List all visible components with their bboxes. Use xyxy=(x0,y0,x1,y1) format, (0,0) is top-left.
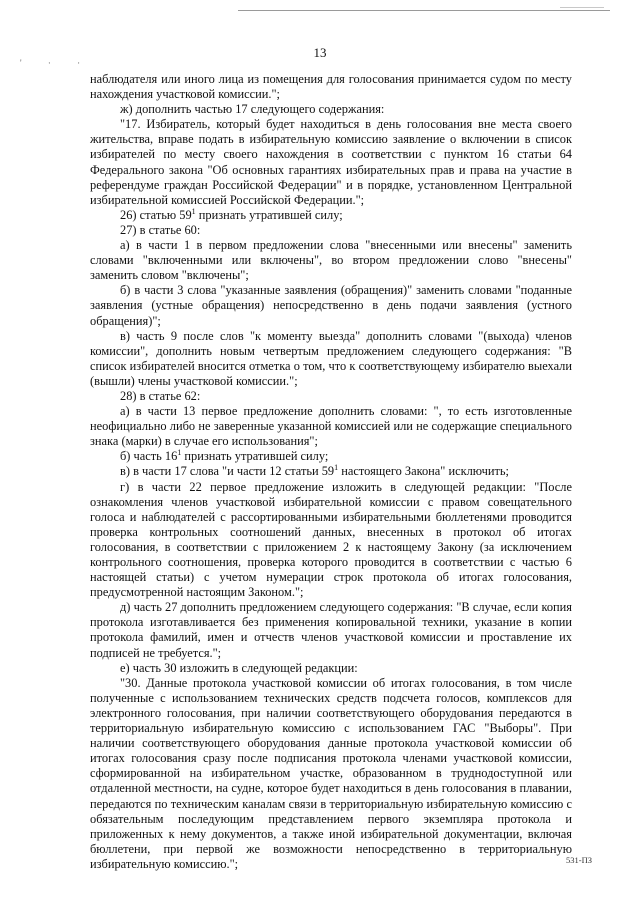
item-26-tail: признать утратившей силу; xyxy=(195,207,343,222)
superscript: 1 xyxy=(191,206,196,216)
paragraph-27b: б) в части 3 слова "указанные заявления (обращения)" заменить словами "поданные заявления (устные обращения) непосредственно в день подачи заявления (устного обращения)"; xyxy=(90,283,572,328)
paragraph-part-17: "17. Избиратель, который будет находиться в день голосования вне места своего жительства, вправе подать в избирательную комиссию заявление о включении в список избирателей по месту своего нахождения в соответствии с пунктом 16 статьи 64 Федерального закона "Об основных гарантиях избирательных прав и права на участие в референдуме граждан Российской Федерации" и в порядке, установленном Центральной избирательной комиссией Российской Федерации."; xyxy=(90,117,572,207)
footer-code: 531-ПЗ xyxy=(566,855,592,865)
paragraph-27v: в) часть 9 после слов "к моменту выезда" дополнить словами "(выхода) членов комиссии", дополнить новым четвертым предложением следующего содержания: "В список избирателей вносится отметка о том, что к соответствующему избирателю выехали (вышли) члены участковой комиссии."; xyxy=(90,328,572,388)
paragraph-28e: е) часть 30 изложить в следующей редакции: xyxy=(120,660,358,675)
header-rule-short xyxy=(560,7,604,8)
paragraph-item-26 xyxy=(90,208,572,223)
paragraph-28a: а) в части 13 первое предложение дополнить словами: ", то есть изготовленные неофициально либо не заверенные указанной комиссией или не содержащие специального знака (марки) в случае его использования"; xyxy=(90,404,572,449)
item-28b-tail: признать утратившей силу; xyxy=(181,449,329,464)
item-28v-text: в) в части 17 слова "и части 12 статьи 59 xyxy=(120,464,335,479)
document-body xyxy=(90,72,572,872)
paragraph-28d: д) часть 27 дополнить предложением следующего содержания: "В случае, если копия протокола изготавливается без применения копировальной техники, указание в копии протокола фамилий, имен и отчеств членов участковой комиссии и проставление их подписей не требуется."; xyxy=(90,600,572,660)
paragraph-item-28: 28) в статье 62: xyxy=(120,388,201,403)
paragraph-item-zh: ж) дополнить частью 17 следующего содержания: xyxy=(120,102,385,117)
superscript: 1 xyxy=(177,448,182,458)
superscript: 1 xyxy=(334,463,339,473)
item-28v-tail: настоящего Закона" исключить; xyxy=(338,464,509,479)
paragraph-28v xyxy=(90,464,572,479)
paragraph-28b xyxy=(90,449,572,464)
header-rule xyxy=(238,10,610,11)
item-28b-text: б) часть 16 xyxy=(120,449,178,464)
paragraph-27a: а) в части 1 в первом предложении слова "внесенными или внесены" заменить словами "включенными или включены", во втором предложении слово "внесены" заменить словом "включены"; xyxy=(90,238,572,283)
scan-specks: ' · · xyxy=(20,58,93,68)
page-number: 13 xyxy=(313,45,327,60)
item-26-text: 26) статью 59 xyxy=(120,207,192,222)
paragraph-continuation: наблюдателя или иного лица из помещения для голосования принимается судом по месту нахождения участковой комиссии."; xyxy=(90,72,572,102)
paragraph-28g: г) в части 22 первое предложение изложить в следующей редакции: "После ознакомления членов участковой избирательной комиссии с правом совещательного голоса и наблюдателей с рассортированными избирательными бюллетенями проводится проверка контрольных соотношений данных, внесенных в протокол об итогах голосования, в соответствии с приложением 2 к настоящему Закону (за исключением контрольного соотношения, проверка которого проводится в соответствии с частью 6 настоящей статьи) с учетом нумерации строк протокола об итогах голосования, предусмотренной настоящим Законом."; xyxy=(90,479,572,600)
paragraph-part-30: "30. Данные протокола участковой комиссии об итогах голосования, в том числе полученные с использованием технических средств подсчета голосов, комплексов для электронного голосования, при наличии соответствующего оборудования передаются в территориальную избирательную комиссию с использованием ГАС "Выборы". При наличии соответствующего оборудования данные протокола участковой комиссии об итогах голосования сразу после подписания протокола членами участковой комиссии, сформированной на избирательном участке, образованном в труднодоступной или отдаленной местности, на судне, которое будет находиться в день голосования в плавании, передаются по техническим каналам связи в территориальную избирательную комиссию с обязательным последующим представлением первого экземпляра протокола и приложенных к нему документов, а также иной избирательной документации, включая бюллетени, при первой же возможности непосредственно в территориальную избирательную комиссию."; xyxy=(90,675,572,871)
paragraph-item-27: 27) в статье 60: xyxy=(120,222,201,237)
